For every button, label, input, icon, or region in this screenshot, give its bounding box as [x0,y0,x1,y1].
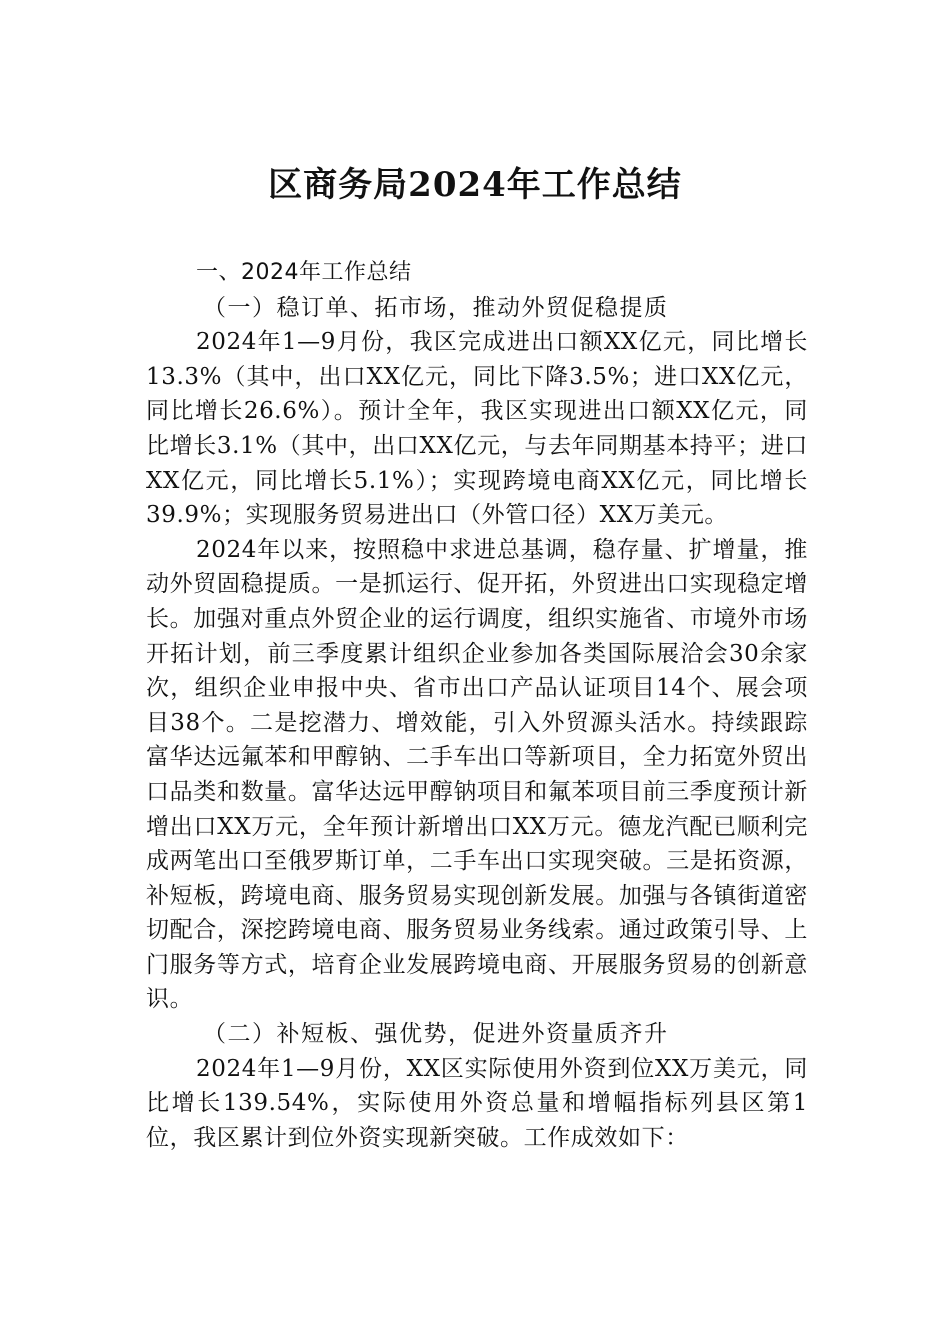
paragraph-trade-data: 2024年1—9月份，我区完成进出口额XX亿元，同比增长13.3%（其中，出口XX亿元，同比下降3.5%；进口XX亿元，同比增长26.6%）。预计全年，我区实现进出口额XX亿元，同比增长3.1%（其中，出口XX亿元，与去年同期基本持平；进口XX亿元，同比增长5.1%）；实现跨境电商XX亿元，同比增长39.9%；实现服务贸易进出口（外管口径）XX万美元。 [146,329,808,529]
document-title: 区商务局2024年工作总结 [268,165,682,205]
subsection-heading-1: （一）稳订单、拓市场，推动外贸促稳提质 [203,294,669,321]
document-body [146,256,808,1155]
section-heading-1: 一、2024年工作总结 [196,260,412,285]
paragraph-trade-measures: 2024年以来，按照稳中求进总基调，稳存量、扩增量，推动外贸固稳提质。一是抓运行、促开拓，外贸进出口实现稳定增长。加强对重点外贸企业的运行调度，组织实施省、市境外市场开拓计划，前三季度累计组织企业参加各类国际展洽会30余家次，组织企业申报中央、省市出口产品认证项目14个、展会项目38个。二是挖潜力、增效能，引入外贸源头活水。持续跟踪富华达远氟苯和甲醇钠、二手车出口等新项目，全力拓宽外贸出口品类和数量。富华达远甲醇钠项目和氟苯项目前三季度预计新增出口XX万元，全年预计新增出口XX万元。德龙汽配已顺利完成两笔出口至俄罗斯订单，二手车出口实现突破。三是拓资源，补短板，跨境电商、服务贸易实现创新发展。加强与各镇街道密切配合，深挖跨境电商、服务贸易业务线索。通过政策引导、上门服务等方式，培育企业发展跨境电商、开展服务贸易的创新意识。 [146,536,808,1013]
subsection-heading-2: （二）补短板、强优势，促进外资量质齐升 [203,1021,669,1048]
paragraph-foreign-investment: 2024年1—9月份，XX区实际使用外资到位XX万美元，同比增长139.54%，实际使用外资总量和增幅指标列县区第1位，我区累计到位外资实现新突破。工作成效如下： [146,1055,808,1151]
